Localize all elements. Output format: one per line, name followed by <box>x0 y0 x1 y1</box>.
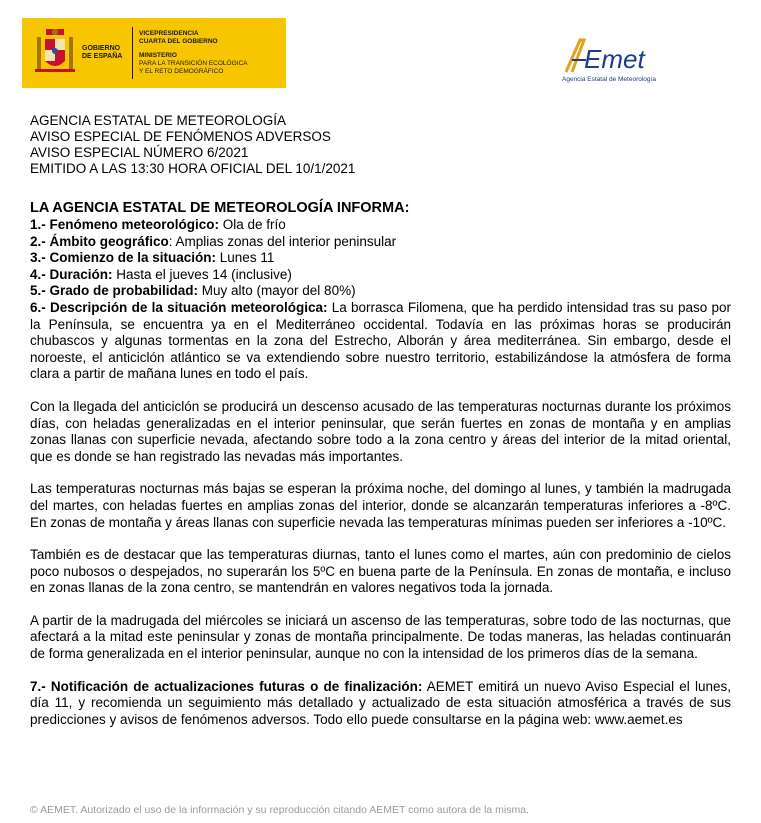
coat-of-arms-icon <box>34 27 76 79</box>
government-banner <box>22 18 286 88</box>
issue-time: EMITIDO A LAS 13:30 HORA OFICIAL DEL 10/1/2021 <box>30 161 356 176</box>
body-title: LA AGENCIA ESTATAL DE METEOROLOGÍA INFORMA: <box>30 200 410 216</box>
paragraph-anticyclone: Con la llegada del anticiclón se producirá un descenso acusado de las temperaturas nocturnas durante los próximos días, con heladas generalizadas en el interior peninsular, que serán fuertes en zonas de montaña y en amplias zonas llanas con superficie nevada, afectando sobre todo a la zona centro y áreas del interior de la mitad oriental, que es donde se han registrado las nevadas más importantes. <box>30 398 731 464</box>
svg-text:Emet: Emet <box>584 44 645 74</box>
item-phenomenon: 1.- Fenómeno meteorológico: Ola de frío <box>30 217 286 232</box>
item-start: 3.- Comienzo de la situación: Lunes 11 <box>30 250 275 266</box>
notice-number: AVISO ESPECIAL NÚMERO 6/2021 <box>30 145 249 160</box>
paragraph-daytime-temperatures: También es de destacar que las temperaturas diurnas, tanto el lunes como el martes, aún con predominio de cielos poco nubosos o despejados, no superarán los 5ºC en buena parte de la Península. En zonas de montaña, e incluso en zonas llanas de la zona centro, se mantendrán en valores negativos toda la jornada. <box>30 547 731 596</box>
notice-body <box>30 200 731 728</box>
item-description: 6.- Descripción de la situación meteorológica: La borrasca Filomena, que ha perdido intensidad tras su paso por la Península, se encuentra ya en el Mediterráneo occidental. Todavía en las próximas horas se producirán chubascos y algunas tormentas en la zona del Estrecho, Alborán y área mediterránea. Sin embargo, desde el noroeste, el anticiclón atlántico se va extendiendo sobre nuestro territorio, estabilizándose la atmósfera de forma clara a partir de mañana lunes en todo el país. <box>30 299 732 382</box>
banner-divider <box>132 27 133 79</box>
agency-name: AGENCIA ESTATAL DE METEOROLOGÍA <box>30 113 287 128</box>
item-probability: 5.- Grado de probabilidad: Muy alto (mayor del 80%) <box>30 283 356 299</box>
copyright-footer: © AEMET. Autorizado el uso de la información y su reproducción citando AEMET como autora de la misma. <box>30 804 529 816</box>
aemet-subtitle: Agencia Estatal de Meteorología <box>562 76 656 83</box>
gobierno-label: GOBIERNO DE ESPAÑA <box>82 45 123 60</box>
paragraph-temperature-rise: A partir de la madrugada del miércoles se iniciará un ascenso de las temperaturas, sobre todo de las nocturnas, que afectará a la mitad este peninsular y zonas de montaña principalmente. De todas maneras, las heladas continuarán de forma generalizada en el interior peninsular, aunque no con la intensidad de los primeros días de la semana. <box>30 612 731 662</box>
item-scope: 2.- Ámbito geográfico: Amplias zonas del interior peninsular <box>30 233 397 249</box>
item-duration: 4.- Duración: Hasta el jueves 14 (inclusive) <box>30 266 292 282</box>
ministry-label: VICEPRESIDENCIA CUARTA DEL GOBIERNO MINISTERIO PARA LA TRANSICIÓN ECOLÓGICA Y EL RETO DEMOGRÁFICO <box>139 30 248 75</box>
item-notification: 7.- Notificación de actualizaciones futuras o de finalización: AEMET emitirá un nuevo Aviso Especial el lunes, día 11, y recomienda un seguimiento más detallado y actualizado de esta situación atmosférica a través de sus predicciones y avisos de fenómenos adversos. Todo ello puede consultarse en la página web: www.aemet.es <box>30 678 731 727</box>
notice-type: AVISO ESPECIAL DE FENÓMENOS ADVERSOS <box>30 129 331 144</box>
notice-header <box>30 113 355 177</box>
paragraph-lowest-temperatures: Las temperaturas nocturnas más bajas se esperan la próxima noche, del domingo al lunes, y también la madrugada del martes, con heladas fuertes en amplias zonas del interior, donde se alcanzarán temperaturas inferiores a -8ºC. En zonas de montaña y áreas llanas con superficie nevada las temperaturas mínimas pueden ser inferiores a -10ºC. <box>30 481 731 530</box>
